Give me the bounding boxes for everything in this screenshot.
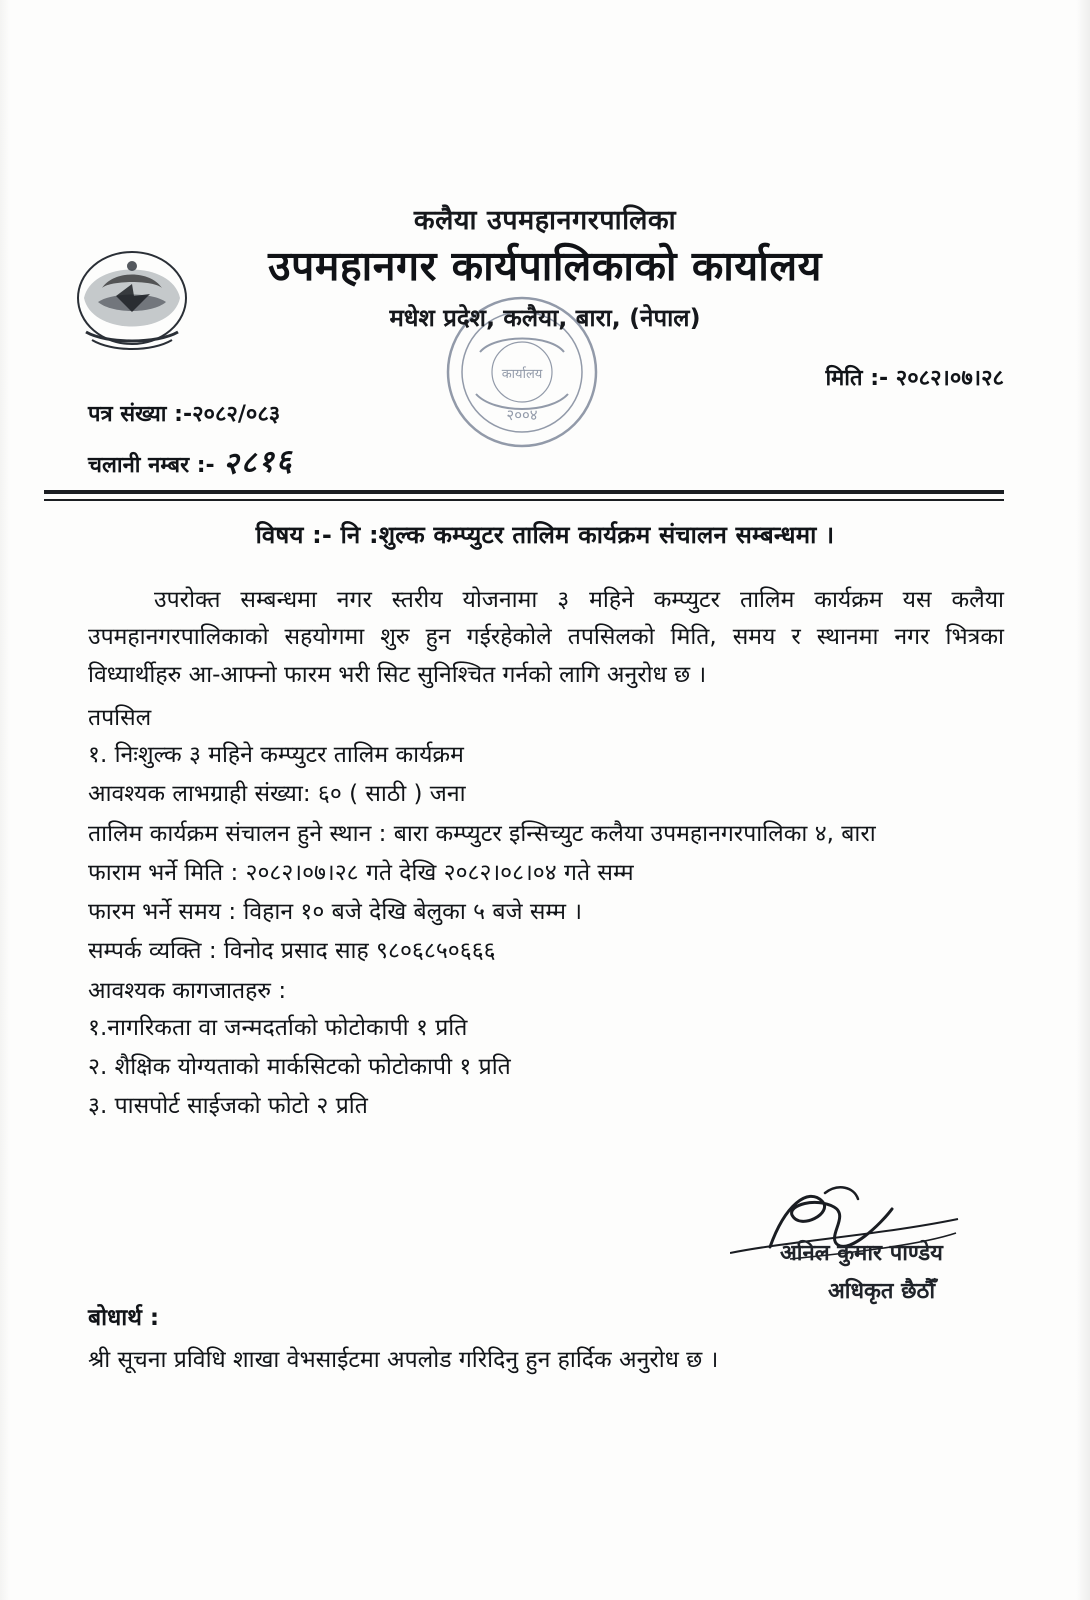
office-address: मधेश प्रदेश, कलैया, बारा, (नेपाल) xyxy=(389,303,701,332)
municipality-name: कलैया उपमहानगरपालिका xyxy=(413,205,677,236)
chalani-label: चलानी नम्बर :- xyxy=(88,453,215,478)
documents-list xyxy=(88,1010,1004,1126)
bodhartha-label: बोधार्थ : xyxy=(88,1305,160,1331)
signatory-name: अनिल कुमार पाण्डेय xyxy=(780,1241,943,1266)
tapsil-item: फाराम भर्ने मिति : २०८२।०७।२८ गते देखि २०८२।०८।०४ गते सम्म xyxy=(88,859,634,886)
bodhartha-text: श्री सूचना प्रविधि शाखा वेभसाईटमा अपलोड गरिदिनु हुन हार्दिक अनुरोध छ । xyxy=(88,1347,719,1373)
tapsil-item: फारम भर्ने समय : विहान १० बजे देखि बेलुका ५ बजे सम्म । xyxy=(88,899,583,925)
tapsil-item: आवश्यक लाभग्राही संख्या: ६० ( साठी ) जना xyxy=(88,781,466,808)
tapsil-item: सम्पर्क व्यक्ति : विनोद प्रसाद साह ९८०६८५०६६६ xyxy=(88,938,496,965)
office-name: उपमहानगर कार्यपालिकाको कार्यालय xyxy=(268,242,822,291)
tapsil-item: १. निःशुल्क ३ महिने कम्प्युटर तालिम कार्यक्रम xyxy=(88,742,464,768)
svg-text:कार्यालय: कार्यालय xyxy=(501,367,543,382)
letter-date: मिति :- २०८२।०७।२८ xyxy=(825,366,1004,391)
tapsil-item: तालिम कार्यक्रम संचालन हुने स्थान : बारा कम्प्युटर इन्सिच्युट कलैया उपमहानगरपालिका ४, बारा xyxy=(88,820,876,847)
seal-year: २००४ xyxy=(506,406,538,424)
chalani-number xyxy=(88,440,293,481)
body-paragraph: उपरोक्त सम्बन्धमा नगर स्तरीय योजनामा ३ महिने कम्प्युटर तालिम कार्यक्रम यस कलैया उपमहानगरपालिकाको सहयोगमा शुरु हुन गईरहेकोले तपसिलको मिति, समय र स्थानमा नगर भित्रका विध्यार्थीहरु आ-आफ्नो फारम भरी सिट सुनिश्चित गर्नको लागि अनुरोध छ । xyxy=(88,587,1004,688)
letter-number: पत्र संख्या :-२०८२/०८३ xyxy=(88,402,281,427)
document-item: ३. पासपोर्ट साईजको फोटो २ प्रति xyxy=(88,1093,368,1120)
signatory-title: अधिकृत छैठौँ xyxy=(828,1279,936,1304)
tapsil-label: तपसिल xyxy=(88,704,152,731)
chalani-value: २८१६ xyxy=(221,443,295,482)
header-divider-thick xyxy=(44,490,1004,494)
page-edge-right xyxy=(1076,0,1090,1600)
header-divider-thin xyxy=(44,499,1004,501)
letterhead xyxy=(0,205,1090,334)
subject-line: विषय :- नि :शुल्क कम्प्युटर तालिम कार्यक्रम संचालन सम्बन्धमा । xyxy=(255,521,835,549)
documents-label: आवश्यक कागजातहरु : xyxy=(88,977,287,1004)
signature-block xyxy=(720,1175,1010,1325)
letter-body xyxy=(88,582,1004,1128)
document-item: १.नागरिकता वा जन्मदर्ताको फोटोकापी १ प्रति xyxy=(88,1014,468,1041)
page-edge-left xyxy=(0,0,10,1600)
document-item: २. शैक्षिक योग्यताको मार्कसिटको फोटोकापी १ प्रति xyxy=(88,1054,511,1080)
tapsil-list xyxy=(88,737,1004,971)
